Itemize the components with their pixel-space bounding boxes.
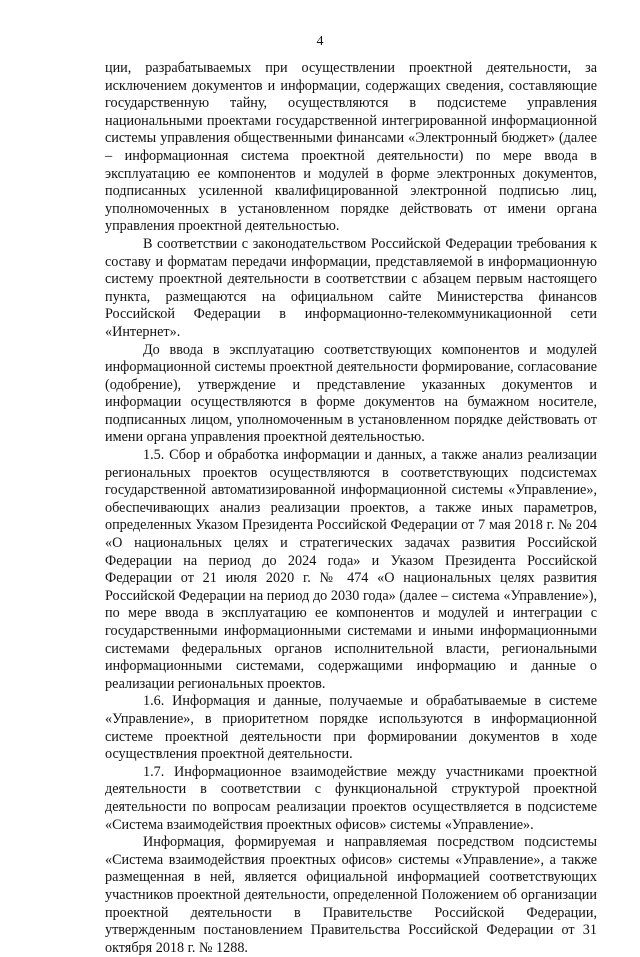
page-number: 4	[316, 34, 324, 49]
paragraph-official-information: Информация, формируемая и направляемая посредством подсистемы «Система взаимодействия проектных офисов» системы «Управление», а также размещенная в ней, является официальной информацией соответствующих участников проектной деятельности, определенной Положением об организации проектной деятельности в Правительстве Российской Федерации, утвержденным постановлением Правительства Российской Федерации от 31 октября 2018 г. № 1288.	[105, 834, 597, 956]
paragraph-paper-documents: До ввода в эксплуатацию соответствующих компонентов и модулей информационной системы проектной деятельности формирование, согласование (одобрение), утверждение и представление указанных документов и информации осуществляются в форме документов на бумажном носителе, подписанных лицом, уполномоченным в установленном порядке действовать от имени органа управления проектной деятельностью.	[105, 341, 597, 446]
paragraph-continuation: ции, разрабатываемых при осуществлении проектной деятельности, за исключением документов и информации, содержащих сведения, составляющие государственную тайну, осуществляются в подсистеме управления национальными проектами государственной интегрированной информационной системы управления общественными финансами «Электронный бюджет» (далее – информационная система проектной деятельности) по мере ввода в эксплуатацию ее компонентов и модулей в форме электронных документов, подписанных усиленной квалифицированной электронной подписью лиц, уполномоченных в установленном порядке действовать от имени органа управления проектной деятельностью.	[105, 60, 597, 235]
document-body	[105, 60, 597, 957]
paragraph-requirements: В соответствии с законодательством Российской Федерации требования к составу и форматам передачи информации, представляемой в информационную систему проектной деятельности в соответствии с абзацем первым настоящего пункта, размещаются на официальном сайте Министерства финансов Российской Федерации в информационно-телекоммуникационной сети «Интернет».	[105, 235, 597, 340]
paragraph-1-5: 1.5. Сбор и обработка информации и данных, а также анализ реализации региональных проектов осуществляются в соответствующих подсистемах государственной автоматизированной информационной системы «Управление», обеспечивающих анализ реализации проектов, а также иных параметров, определенных Указом Президента Российской Федерации от 7 мая 2018 г. № 204 «О национальных целях и стратегических задачах развития Российской Федерации на период до 2024 года» и Указом Президента Российской Федерации от 21 июля 2020 г. № 474 «О национальных целях развития Российской Федерации на период до 2030 года» (далее – система «Управление»), по мере ввода в эксплуатацию ее компонентов и модулей и интеграции с государственными информационными системами и иными информационными системами федеральных органов исполнительной власти, региональными информационными системами, содержащими информацию и данные о реализации региональных проектов.	[105, 447, 597, 692]
paragraph-1-7: 1.7. Информационное взаимодействие между участниками проектной деятельности в соответствии с функциональной структурой проектной деятельности по вопросам реализации проектов осуществляется в подсистеме «Система взаимодействия проектных офисов» системы «Управление».	[105, 763, 597, 833]
paragraph-1-6: 1.6. Информация и данные, получаемые и обрабатываемые в системе «Управление», в приоритетном порядке используются в информационной системе проектной деятельности при формировании документов в ходе осуществления проектной деятельности.	[105, 693, 597, 763]
